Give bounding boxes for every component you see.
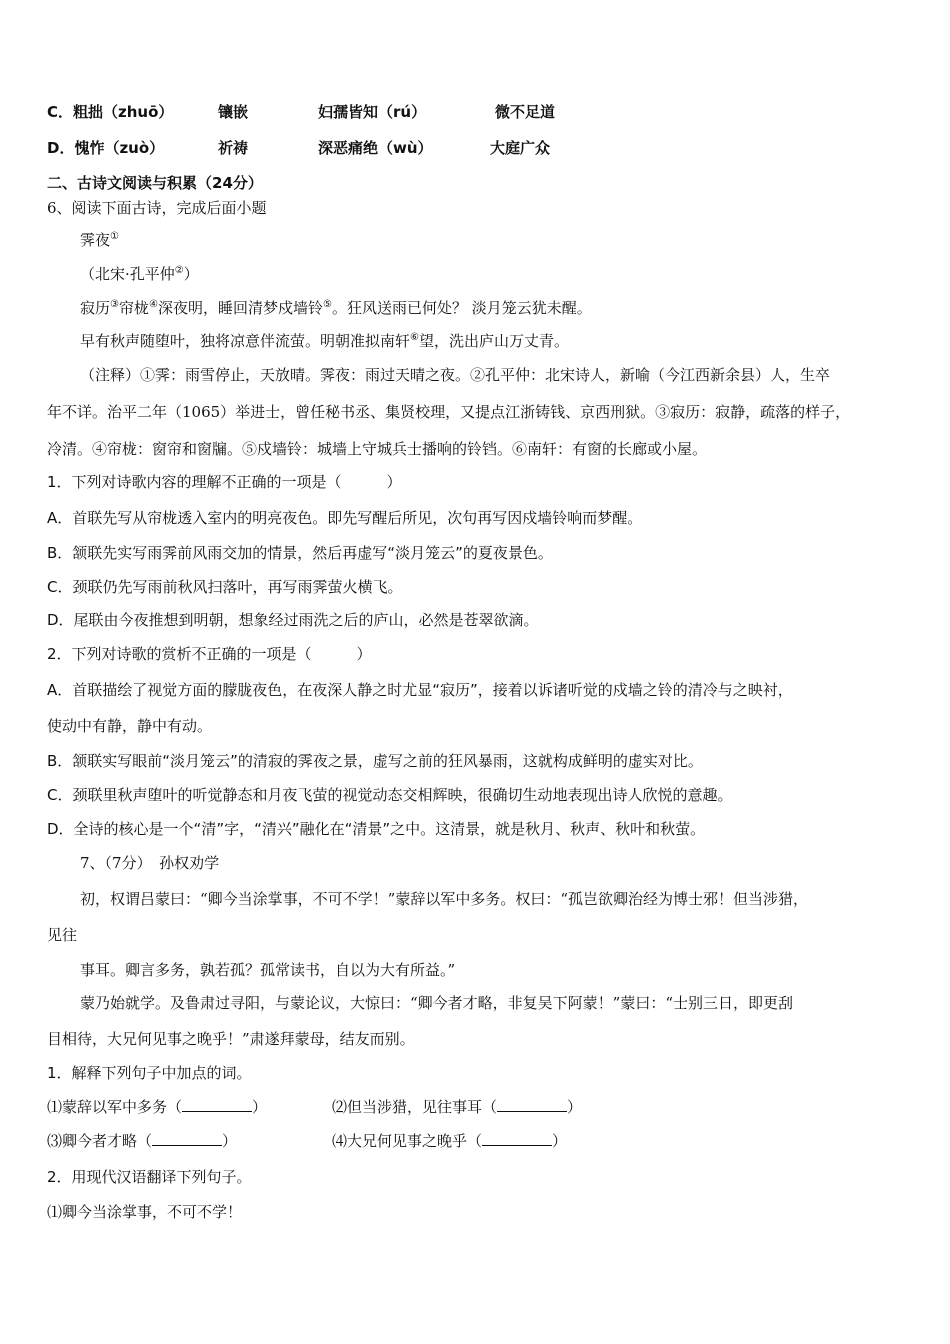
poem-line-2: 早有秋声随堕叶，独将凉意伴流萤。明朝准拟南轩⑥望，洗出庐山万丈青。	[80, 332, 569, 350]
poem-author: （北宋·孔平仲②）	[80, 265, 199, 283]
option-word-3: 深恶痛绝（wù）	[318, 139, 433, 157]
question-2-stem: 2．下列对诗歌的赏析不正确的一项是（ ）	[47, 645, 372, 663]
question-2-option-a-cont: 使动中有静，静中有动。	[47, 717, 213, 735]
question-2-option-a: A．首联描绘了视觉方面的朦胧夜色，在夜深人静之时尤显“寂历”，接着以诉诸听觉的戍墙之铃的清冷与之映衬，	[47, 681, 793, 699]
option-word-2: 祈祷	[218, 139, 249, 157]
fill-item-1: ⑴蒙辞以军中多务（ ）	[47, 1098, 268, 1116]
fill-item-4: ⑷大兄何见事之晚乎（ ）	[332, 1132, 568, 1150]
fill-item-3: ⑶卿今者才略（ ）	[47, 1132, 238, 1150]
answer-blank[interactable]	[152, 1131, 222, 1146]
poem-notes-line: 冷清。④帘栊：窗帘和窗牖。⑤戍墙铃：城墙上守城兵士播响的铃铛。⑥南轩：有窗的长廊或小屋。	[47, 440, 708, 458]
answer-blank[interactable]	[482, 1131, 552, 1146]
sub-question-2-stem: 2．用现代汉语翻译下列句子。	[47, 1168, 252, 1186]
section-heading: 二、古诗文阅读与积累（24分）	[47, 174, 263, 192]
question-1-option-c: C．颈联仍先写雨前秋风扫落叶，再写雨霁萤火横飞。	[47, 578, 403, 596]
question-1-option-a: A．首联先写从帘栊透入室内的明亮夜色。即先写醒后所见，次句再写因戍墙铃响而梦醒。	[47, 509, 643, 527]
option-label: D．	[47, 139, 75, 157]
option-word-4: 大庭广众	[490, 139, 551, 157]
question-1-stem: 1．下列对诗歌内容的理解不正确的一项是（ ）	[47, 473, 402, 491]
sub-question-1-stem: 1．解释下列句子中加点的词。	[47, 1064, 252, 1082]
poem-line-1: 寂历③帘栊④深夜明，睡回清梦戍墙铃⑤。狂风送雨已何处？ 淡月笼云犹未醒。	[80, 299, 592, 317]
classical-text-line: 事耳。卿言多务，孰若孤？孤常读书，自以为大有所益。”	[80, 961, 456, 979]
answer-blank[interactable]	[182, 1097, 252, 1112]
footnote-mark: ①	[110, 231, 119, 242]
fill-item-2: ⑵但当涉猎，见往事耳（ ）	[332, 1098, 583, 1116]
question-6-intro: 6、阅读下面古诗，完成后面小题	[47, 199, 267, 217]
poem-notes-line: 年不详。治平二年（1065）举进士，曾任秘书丞、集贤校理，又提点江浙铸钱、京西刑狱。③寂历：寂静，疏落的样子，	[47, 403, 851, 421]
footnote-mark: ②	[174, 265, 184, 276]
question-7-heading: 7、（7分） 孙权劝学	[80, 854, 220, 872]
option-word-1: 愧怍（zuò）	[74, 139, 165, 157]
classical-text-line: 目相待，大兄何见事之晚乎！”肃遂拜蒙母，结友而别。	[47, 1030, 415, 1048]
option-word-1: 粗拙（zhuō）	[73, 103, 174, 121]
translate-item-1: ⑴卿今当涂掌事，不可不学！	[47, 1203, 243, 1221]
poem-notes-line: （注释）①霁：雨雪停止，天放晴。霁夜：雨过天晴之夜。②孔平仲：北宋诗人，新喻（今江西新余县）人，生卒	[80, 366, 831, 384]
question-2-option-b: B．颔联实写眼前“淡月笼云”的清寂的霁夜之景，虚写之前的狂风暴雨，这就构成鲜明的虚实对比。	[47, 752, 703, 770]
classical-text-line: 初，权谓吕蒙曰：“卿今当涂掌事，不可不学！”蒙辞以军中多务。权曰：“孤岂欲卿治经为博士邪！但当涉猎，	[80, 890, 809, 908]
option-word-4: 微不足道	[495, 103, 556, 121]
option-label: C．	[47, 103, 74, 121]
option-word-2: 镶嵌	[218, 103, 249, 121]
question-2-option-c: C．颈联里秋声堕叶的听觉静态和月夜飞萤的视觉动态交相辉映，很确切生动地表现出诗人欣悦的意趣。	[47, 786, 733, 804]
option-d-row	[47, 138, 164, 158]
question-1-option-d: D．尾联由今夜推想到明朝，想象经过雨洗之后的庐山，必然是苍翠欲滴。	[47, 611, 539, 629]
classical-text-line: 见往	[47, 926, 78, 944]
option-word-3: 妇孺皆知（rú）	[318, 103, 427, 121]
classical-text-line: 蒙乃始就学。及鲁肃过寻阳，与蒙论议，大惊曰：“卿今者才略，非复吴下阿蒙！”蒙曰：“士别三日，即更刮	[80, 994, 794, 1012]
answer-blank[interactable]	[497, 1097, 567, 1112]
option-c-row	[47, 102, 173, 122]
question-1-option-b: B．颔联先实写雨霁前风雨交加的情景，然后再虚写“淡月笼云”的夏夜景色。	[47, 544, 553, 562]
poem-title: 霁夜①	[80, 231, 119, 249]
question-2-option-d: D．全诗的核心是一个“清”字，“清兴”融化在“清景”之中。这清景，就是秋月、秋声、秋叶和秋萤。	[47, 820, 706, 838]
